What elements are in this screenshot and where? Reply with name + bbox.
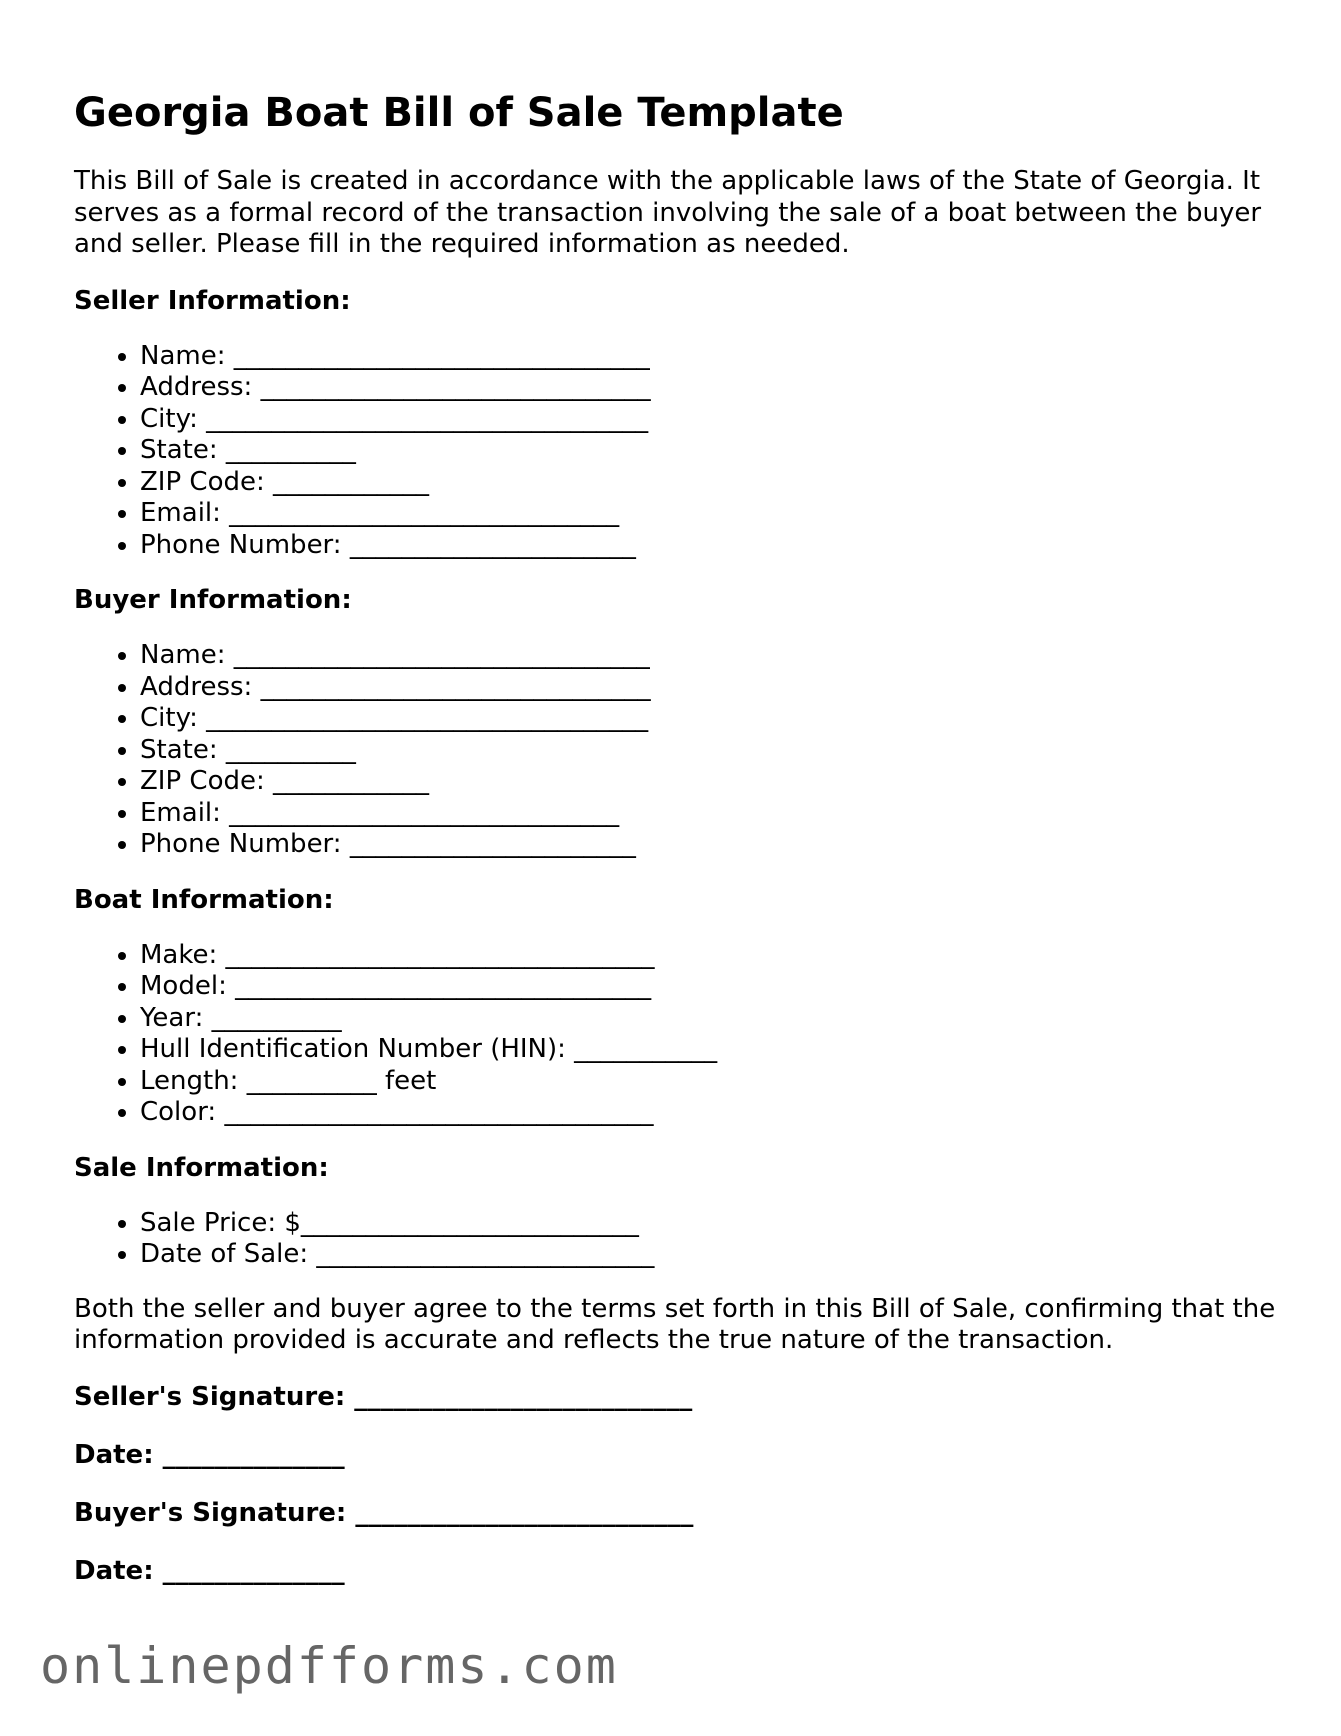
seller-name-field[interactable]: • Name: ________________________________ [140, 341, 1284, 373]
document [74, 86, 1284, 1613]
sale-price-field[interactable]: • Sale Price: $__________________________ [140, 1208, 1284, 1240]
buyer-date-line[interactable]: Date: ______________ [74, 1555, 345, 1586]
seller-heading: Seller Information: [74, 285, 351, 316]
buyer-name-field[interactable]: • Name: ________________________________ [140, 640, 1284, 672]
intro-paragraph: This Bill of Sale is created in accordance with the applicable laws of the State of Georgia. It serves as a formal record of the transaction involving the sale of a boat between the buyer and seller. Please fill in the required information as needed. [74, 166, 1262, 259]
buyer-city-field[interactable]: • City: __________________________________ [140, 703, 1284, 735]
seller-date-line[interactable]: Date: ______________ [74, 1439, 345, 1470]
buyer-state-field[interactable]: • State: __________ [140, 735, 1284, 767]
buyer-fields-list [74, 640, 1284, 861]
sale-fields-list [74, 1208, 1284, 1271]
seller-zip-field[interactable]: • ZIP Code: ____________ [140, 467, 1284, 499]
agreement-paragraph: Both the seller and buyer agree to the terms set forth in this Bill of Sale, confirming that the information provided is accurate and reflects the true nature of the transaction. [74, 1293, 1276, 1355]
buyer-phone-field[interactable]: • Phone Number: ______________________ [140, 829, 1284, 861]
sale-heading: Sale Information: [74, 1152, 329, 1183]
boat-heading: Boat Information: [74, 884, 334, 915]
seller-city-field[interactable]: • City: __________________________________ [140, 404, 1284, 436]
buyer-address-field[interactable]: • Address: ______________________________ [140, 672, 1284, 704]
page-title: Georgia Boat Bill of Sale Template [74, 90, 844, 136]
seller-phone-field[interactable]: • Phone Number: ______________________ [140, 530, 1284, 562]
boat-length-field[interactable]: • Length: __________ feet [140, 1066, 1284, 1098]
boat-make-field[interactable]: • Make: _________________________________ [140, 940, 1284, 972]
boat-color-field[interactable]: • Color: _________________________________ [140, 1097, 1284, 1129]
seller-address-field[interactable]: • Address: ______________________________ [140, 372, 1284, 404]
boat-fields-list [74, 940, 1284, 1129]
watermark-text: onlinepdfforms.com [40, 1637, 618, 1695]
seller-signature-line[interactable]: Seller's Signature: __________________________ [74, 1381, 693, 1412]
boat-hin-field[interactable]: • Hull Identification Number (HIN): ___________ [140, 1034, 1284, 1066]
seller-state-field[interactable]: • State: __________ [140, 435, 1284, 467]
boat-model-field[interactable]: • Model: ________________________________ [140, 971, 1284, 1003]
seller-fields-list [74, 341, 1284, 562]
buyer-zip-field[interactable]: • ZIP Code: ____________ [140, 766, 1284, 798]
sale-date-field[interactable]: • Date of Sale: __________________________ [140, 1239, 1284, 1271]
seller-email-field[interactable]: • Email: ______________________________ [140, 498, 1284, 530]
buyer-signature-line[interactable]: Buyer's Signature: __________________________ [74, 1497, 694, 1528]
boat-year-field[interactable]: • Year: __________ [140, 1003, 1284, 1035]
buyer-email-field[interactable]: • Email: ______________________________ [140, 798, 1284, 830]
buyer-heading: Buyer Information: [74, 585, 352, 615]
